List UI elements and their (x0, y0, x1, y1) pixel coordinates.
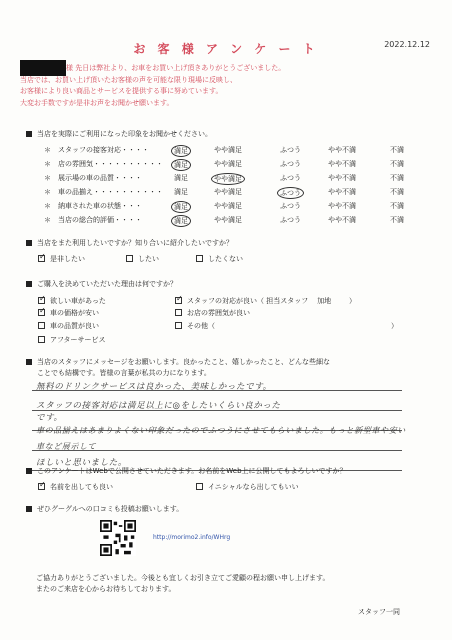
handwritten-line-2: スタッフの接客対応は満足以上に◎をしたいくらい良かった (36, 401, 281, 411)
intro-line-2: 当店では、お買い上げ頂いたお客様の声を可能な限り現場に反映し、 (20, 75, 237, 84)
q1-rating-row (44, 187, 444, 199)
q1-option[interactable]: 不満 (390, 174, 404, 182)
q2-option-1[interactable]: ✓是非したい (38, 254, 85, 264)
q3-left-4[interactable]: アフターサービス (38, 335, 106, 345)
asterisk-icon: ＊ (44, 160, 51, 168)
q1-option[interactable]: やや不満 (328, 188, 356, 196)
checkbox-checked-icon[interactable] (38, 309, 45, 316)
checkbox-checked-icon[interactable] (38, 297, 45, 304)
bullet-icon (26, 240, 32, 246)
q1-option[interactable]: やや満足 (214, 146, 242, 154)
q1-option[interactable]: 不満 (390, 202, 404, 210)
bullet-icon (26, 359, 32, 365)
checkbox-icon[interactable] (196, 255, 203, 262)
checkbox-checked-icon[interactable] (38, 483, 45, 490)
q1-rating-row (44, 201, 444, 213)
checkbox-icon[interactable] (38, 336, 45, 343)
asterisk-icon: ＊ (44, 146, 51, 154)
q1-option[interactable]: やや不満 (328, 160, 356, 168)
q1-item-label: 店の雰囲気・・・・・・・・・・ (58, 160, 163, 168)
closing-text: ご協力ありがとうございました。今後とも宜しくお引き立てご愛顧の程お願い申し上げます。 またのご来店を心からお待ちしております。 (36, 574, 330, 593)
q3-left-1[interactable]: ✓欲しい車があった (38, 296, 106, 306)
q2-option-3[interactable]: したくない (196, 254, 243, 264)
q1-rating-row (44, 215, 444, 227)
q1-option[interactable]: やや満足 (214, 202, 242, 210)
q1-option[interactable]: ふつう (280, 160, 301, 168)
intro-line-3: お客様により良い商品とサービスを提供する事に努めています。 (20, 87, 223, 95)
q5-heading (26, 466, 347, 476)
asterisk-icon: ＊ (44, 202, 51, 210)
q3-right-1[interactable]: ✓スタッフの対応が良い（ 担当スタッフ 加地 ） (175, 296, 356, 306)
q2-option-2[interactable]: したい (126, 254, 159, 264)
q1-option[interactable]: 不満 (390, 160, 404, 168)
handwritten-line-4: 車の品揃えはあまりよくない印象だったのでふつうにさせてもらいました。もっと新型車や安い車など展示して (36, 426, 406, 451)
staff-label: 担当スタッフ (266, 297, 309, 305)
q1-selected-option[interactable]: 満足 (171, 215, 191, 227)
bullet-icon (26, 506, 32, 512)
q1-option[interactable]: やや不満 (328, 202, 356, 210)
q1-option[interactable]: 満足 (174, 174, 188, 182)
checkbox-icon[interactable] (126, 255, 133, 262)
q1-option[interactable]: ふつう (280, 174, 301, 182)
checkbox-icon[interactable] (175, 322, 182, 329)
q1-option[interactable]: やや不満 (328, 174, 356, 182)
checkbox-icon[interactable] (175, 309, 182, 316)
bullet-icon (26, 131, 32, 137)
checkbox-icon[interactable] (38, 322, 45, 329)
q1-option[interactable]: やや不満 (328, 216, 356, 224)
q1-selected-option[interactable]: 満足 (171, 201, 191, 213)
q1-option[interactable]: 不満 (390, 146, 404, 154)
q6-heading (26, 504, 183, 514)
q1-item-label: スタッフの接客対応・・・・ (58, 146, 149, 154)
q1-option[interactable]: やや満足 (214, 160, 242, 168)
q5-option-2[interactable]: イニシャルなら出してもいい (196, 482, 299, 492)
checkbox-icon[interactable] (196, 483, 203, 490)
q1-rating-row (44, 145, 444, 157)
q3-left-3[interactable]: 車の品質が良い (38, 321, 99, 331)
asterisk-icon: ＊ (44, 188, 51, 196)
q1-item-label: 当店の総合的評価・・・・ (58, 216, 142, 224)
q1-selected-option[interactable]: ふつう (277, 187, 304, 199)
q1-heading (26, 129, 212, 139)
q1-selected-option[interactable]: 満足 (171, 145, 191, 157)
handwritten-line-1: 無料のドリンクサービスは良かった、美味しかったです。 (36, 382, 272, 392)
q1-option[interactable]: やや不満 (328, 146, 356, 154)
q1-option[interactable]: 満足 (174, 188, 188, 196)
intro-text (20, 63, 436, 109)
q1-option[interactable]: ふつう (280, 202, 301, 210)
q2-text: 当店をまた利用したいですか？知り合いに紹介したいですか？ (37, 239, 233, 247)
q1-option[interactable]: ふつう (280, 216, 301, 224)
survey-title: お 客 様 ア ン ケ ー ト (133, 42, 319, 56)
review-url-link[interactable]: http://morimo2.info/WHrg (153, 534, 231, 541)
q1-item-label: 展示場の車の品質・・・・ (58, 174, 142, 182)
q1-option[interactable]: ふつう (280, 146, 301, 154)
q3-left-2[interactable]: ✓車の価格が安い (38, 308, 99, 318)
q1-rating-row (44, 159, 444, 171)
q1-option[interactable]: 不満 (390, 216, 404, 224)
q5-option-1[interactable]: ✓名前を出しても良い (38, 482, 113, 492)
q1-selected-option[interactable]: やや満足 (211, 173, 245, 185)
asterisk-icon: ＊ (44, 216, 51, 224)
intro-line-4: 大変お手数ですが是非お声をお聞かせ願います。 (20, 98, 174, 107)
q1-option[interactable]: やや満足 (214, 188, 242, 196)
staff-name: 加地 (317, 297, 332, 305)
signature: スタッフ一同 (358, 608, 400, 616)
qr-code-icon[interactable] (100, 520, 136, 556)
q3-right-2[interactable]: お店の雰囲気が良い (175, 308, 250, 318)
asterisk-icon: ＊ (44, 174, 51, 182)
q1-text: 当店を実際にご利用になった印象をお聞かせください。 (37, 130, 212, 138)
q3-right-3[interactable]: その他（ ） (175, 321, 398, 331)
q2-heading (26, 238, 233, 248)
q3-text: ご購入を決めていただいた理由は何ですか？ (37, 280, 177, 288)
q1-selected-option[interactable]: 満足 (171, 159, 191, 171)
q1-option[interactable]: 不満 (390, 188, 404, 196)
handwritten-line-5: ほしいと思いました。 (36, 458, 128, 468)
q3-heading (26, 279, 177, 289)
q4-heading: 当店のスタッフにメッセージをお願いします。良かったこと、嬉しかったこと、どんな些細な ことでも結構です。皆様の言葉が私共の力になります。 (26, 357, 426, 379)
q6-text: ぜひグーグルへの口コミも投稿お願いします。 (37, 505, 184, 513)
intro-line-1: 様 先日は弊社より、お車をお買い上げ頂きありがとうございました。 (66, 64, 286, 72)
q1-item-label: 納車された車の状態・・・ (58, 202, 142, 210)
bullet-icon (26, 468, 32, 474)
handwritten-line-3: です。 (36, 413, 63, 423)
q1-item-label: 車の品揃え・・・・・・・・・・ (58, 188, 163, 196)
checkbox-checked-icon[interactable] (38, 255, 45, 262)
checkbox-checked-icon[interactable] (175, 297, 182, 304)
survey-date: 2022.12.12 (384, 40, 430, 49)
q5-text: このアンケートはWebで公開させていただきます。お名前をWeb上に公開してもよろしいですか？ (37, 467, 347, 475)
q1-rating-row (44, 173, 444, 185)
q1-option[interactable]: やや満足 (214, 216, 242, 224)
bullet-icon (26, 281, 32, 287)
